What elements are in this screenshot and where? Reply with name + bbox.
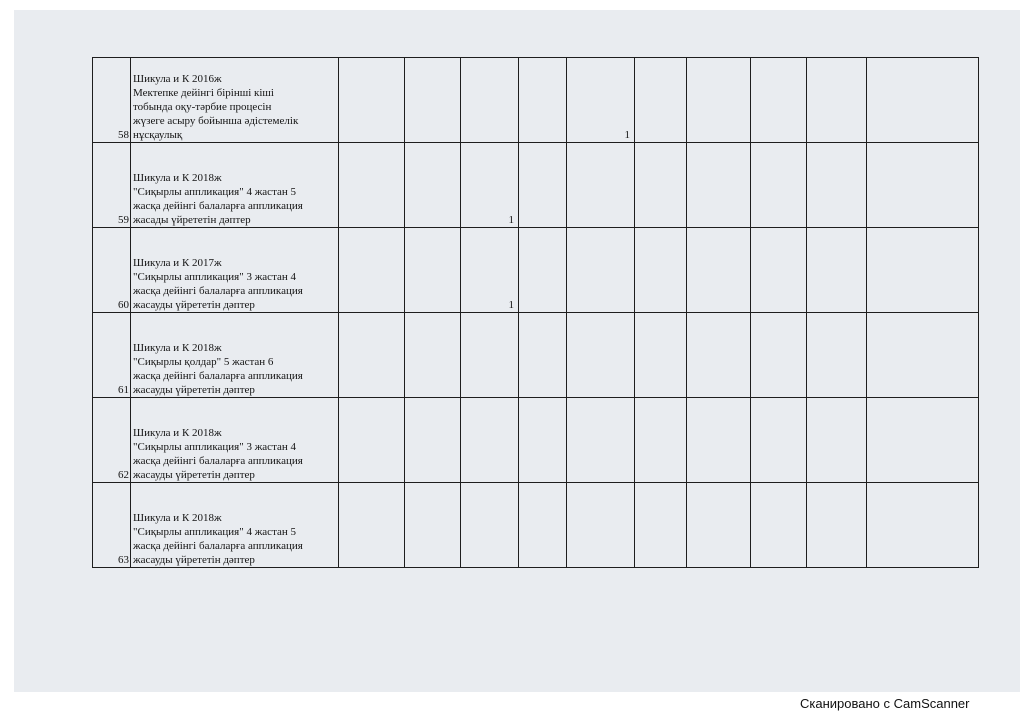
- quantity-cell: [635, 313, 687, 398]
- quantity-cell: [635, 58, 687, 143]
- quantity-cell: [461, 483, 519, 568]
- table-row: [93, 58, 979, 143]
- quantity-cell: [687, 313, 751, 398]
- quantity-cell: [339, 398, 405, 483]
- quantity-cell: [807, 483, 867, 568]
- quantity-cell: [867, 313, 979, 398]
- description-line: нұсқаулық: [133, 129, 183, 141]
- quantity-cell: [635, 483, 687, 568]
- quantity-cell: [687, 228, 751, 313]
- quantity-cell: 1: [461, 143, 519, 228]
- description-line: жүзеге асыру бойынша әдістемелік: [133, 115, 299, 127]
- quantity-cell: [405, 58, 461, 143]
- quantity-cell: [567, 483, 635, 568]
- quantity-cell: [519, 58, 567, 143]
- quantity-cell: [687, 398, 751, 483]
- book-description: [131, 58, 339, 143]
- quantity-cell: [807, 228, 867, 313]
- description-line: жасқа дейінгі балаларға аппликация: [133, 285, 303, 297]
- description-line: "Сиқырлы аппликация" 3 жастан 4: [133, 441, 297, 453]
- quantity-cell: [635, 398, 687, 483]
- quantity-cell: [519, 313, 567, 398]
- quantity-cell: [405, 143, 461, 228]
- quantity-cell: [339, 143, 405, 228]
- table-row: [93, 483, 979, 568]
- quantity-cell: [807, 313, 867, 398]
- quantity-cell: [461, 58, 519, 143]
- description-line: жасауды үйрететін дәптер: [133, 554, 255, 566]
- quantity-cell: [405, 313, 461, 398]
- quantity-cell: [405, 483, 461, 568]
- description-line: "Сиқырлы қолдар" 5 жастан 6: [133, 356, 274, 368]
- description-line: "Сиқырлы аппликация" 4 жастан 5: [133, 526, 297, 538]
- quantity-cell: [519, 483, 567, 568]
- quantity-cell: [461, 313, 519, 398]
- quantity-cell: [867, 483, 979, 568]
- table-body: [93, 58, 979, 568]
- quantity-cell: [405, 398, 461, 483]
- book-description: [131, 483, 339, 568]
- description-line: Шикула и К 2018ж: [133, 172, 222, 184]
- quantity-cell: [751, 313, 807, 398]
- description-line: жасқа дейінгі балаларға аппликация: [133, 540, 303, 552]
- quantity-cell: [461, 398, 519, 483]
- description-line: жасқа дейінгі балаларға аппликация: [133, 455, 303, 467]
- quantity-cell: [339, 313, 405, 398]
- camscanner-watermark: Сканировано с CamScanner: [800, 696, 970, 711]
- row-number: 62: [93, 398, 131, 483]
- book-description: [131, 313, 339, 398]
- quantity-cell: [339, 483, 405, 568]
- quantity-cell: [867, 143, 979, 228]
- book-description: [131, 398, 339, 483]
- description-line: Мектепке дейінгі біріншi кіші: [133, 87, 274, 99]
- quantity-cell: [867, 58, 979, 143]
- row-number: 60: [93, 228, 131, 313]
- description-line: жасауды үйрететін дәптер: [133, 299, 255, 311]
- description-line: Шикула и К 2017ж: [133, 257, 222, 269]
- quantity-cell: [807, 143, 867, 228]
- quantity-cell: [339, 58, 405, 143]
- description-line: "Сиқырлы аппликация" 4 жастан 5: [133, 186, 297, 198]
- quantity-cell: [519, 398, 567, 483]
- quantity-cell: [751, 398, 807, 483]
- description-line: Шикула и К 2018ж: [133, 342, 222, 354]
- quantity-cell: [807, 58, 867, 143]
- quantity-cell: [687, 58, 751, 143]
- description-line: Шикула и К 2018ж: [133, 427, 222, 439]
- quantity-cell: [635, 228, 687, 313]
- quantity-cell: [567, 313, 635, 398]
- quantity-cell: [687, 483, 751, 568]
- book-description: [131, 228, 339, 313]
- book-table: [92, 57, 979, 568]
- description-line: тобында оқу-тәрбие процесін: [133, 101, 272, 113]
- description-line: "Сиқырлы аппликация" 3 жастан 4: [133, 271, 297, 283]
- quantity-cell: [567, 398, 635, 483]
- row-number: 59: [93, 143, 131, 228]
- quantity-cell: [867, 398, 979, 483]
- quantity-cell: [567, 143, 635, 228]
- table-row: [93, 398, 979, 483]
- table-row: [93, 228, 979, 313]
- quantity-cell: [567, 228, 635, 313]
- quantity-cell: [751, 58, 807, 143]
- quantity-cell: [405, 228, 461, 313]
- quantity-cell: [807, 398, 867, 483]
- description-line: жасауды үйрететін дәптер: [133, 384, 255, 396]
- description-line: жасқа дейінгі балаларға аппликация: [133, 370, 303, 382]
- table-row: [93, 313, 979, 398]
- book-description: [131, 143, 339, 228]
- description-line: Шикула и К 2016ж: [133, 73, 222, 85]
- quantity-cell: 1: [567, 58, 635, 143]
- quantity-cell: [635, 143, 687, 228]
- quantity-cell: [519, 228, 567, 313]
- quantity-cell: [687, 143, 751, 228]
- quantity-cell: [751, 143, 807, 228]
- row-number: 58: [93, 58, 131, 143]
- quantity-cell: 1: [461, 228, 519, 313]
- quantity-cell: [519, 143, 567, 228]
- table-row: [93, 143, 979, 228]
- quantity-cell: [751, 228, 807, 313]
- row-number: 63: [93, 483, 131, 568]
- description-line: Шикула и К 2018ж: [133, 512, 222, 524]
- description-line: жасауды үйрететін дәптер: [133, 469, 255, 481]
- quantity-cell: [751, 483, 807, 568]
- quantity-cell: [339, 228, 405, 313]
- description-line: жасқа дейінгі балаларға аппликация: [133, 200, 303, 212]
- row-number: 61: [93, 313, 131, 398]
- description-line: жасады үйрететін дәптер: [133, 214, 251, 226]
- quantity-cell: [867, 228, 979, 313]
